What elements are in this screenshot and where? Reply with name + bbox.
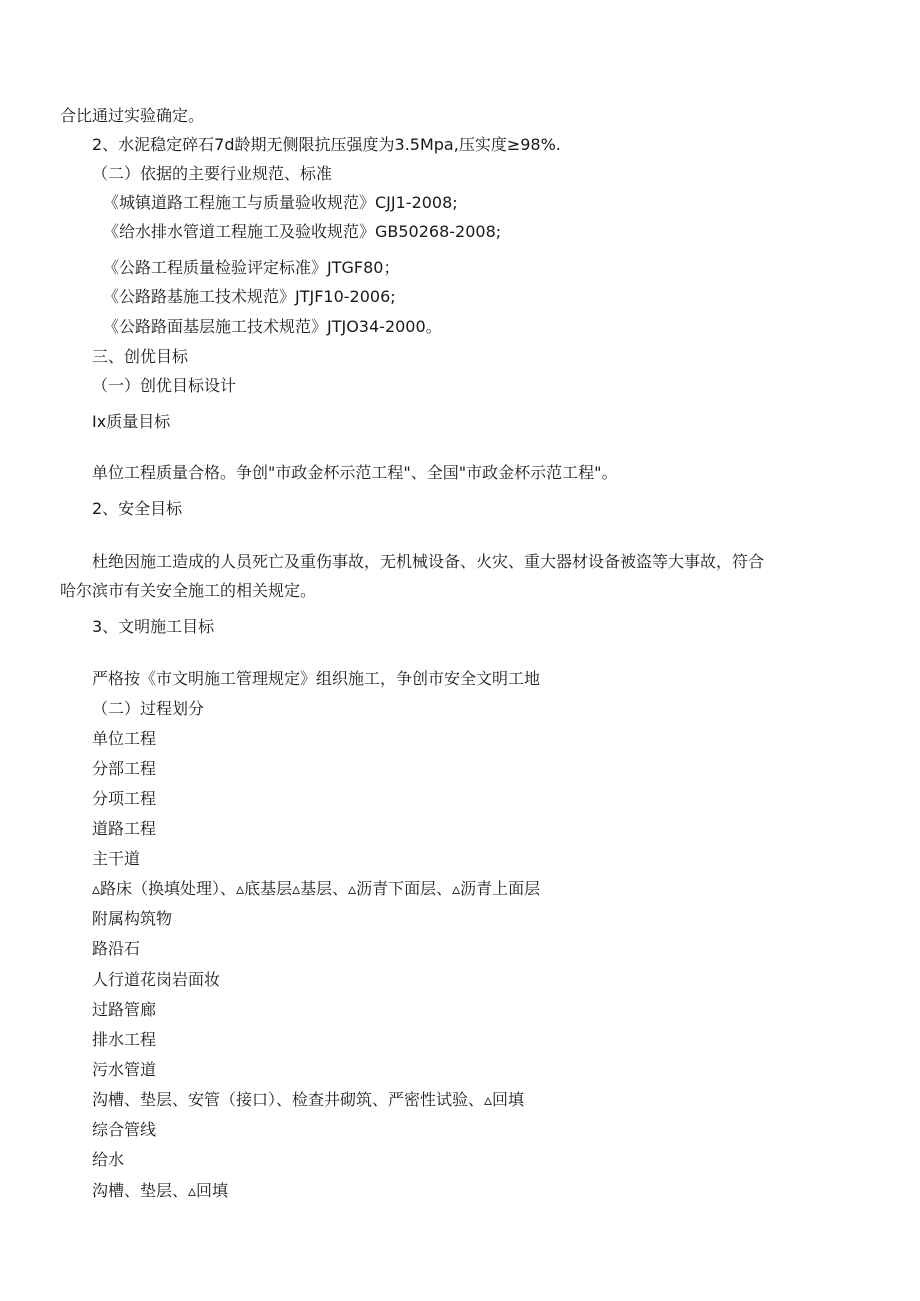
list-item: 污水管道 (92, 1060, 157, 1079)
list-item: 人行道花岗岩面妆 (92, 970, 221, 989)
standard-reference: 《公路路基施工技术规范》JTJF10-2006; (103, 287, 396, 306)
paragraph-line: 严格按《市文明施工管理规定》组织施工，争创市安全文明工地 (92, 669, 541, 688)
section-heading: （二）依据的主要行业规范、标准 (92, 164, 333, 183)
standard-reference: 《城镇道路工程施工与质量验收规范》CJJ1-2008; (103, 193, 458, 212)
item-heading: 2、安全目标 (92, 499, 183, 518)
item-heading: Ix质量目标 (92, 412, 171, 431)
paragraph-line: 单位工程质量合格。争创"市政金杯示范工程"、全国"市政金杯示范工程"。 (92, 463, 618, 482)
list-item: 沟槽、垫层、安管（接口）、检查井砌筑、严密性试验、▵回填 (92, 1090, 525, 1109)
section-heading: 三、创优目标 (92, 347, 189, 366)
standard-reference: 《公路工程质量检验评定标准》JTGF80； (103, 258, 400, 277)
subsection-heading: （一）创优目标设计 (92, 376, 237, 395)
list-item: 过路管廊 (92, 1000, 157, 1019)
text-line: 合比通过实验确定。 (60, 106, 205, 125)
paragraph-line: 哈尔滨市有关安全施工的相关规定。 (60, 581, 317, 600)
list-item: 单位工程 (92, 729, 157, 748)
list-item: 附属构筑物 (92, 909, 173, 928)
list-item: 排水工程 (92, 1030, 157, 1049)
text-line: 2、水泥稳定碎石7d龄期无侧限抗压强度为3.5Mpa,压实度≥98%. (92, 135, 561, 154)
list-item: 路沿石 (92, 939, 141, 958)
subsection-heading: （二）过程划分 (92, 699, 205, 718)
paragraph-line: 杜绝因施工造成的人员死亡及重伤事故，无机械设备、火灾、重大器材设备被盗等大事故，符合 (92, 552, 765, 571)
list-item: 综合管线 (92, 1120, 157, 1139)
list-item: 主干道 (92, 849, 141, 868)
list-item: 分项工程 (92, 789, 157, 808)
list-item: 分部工程 (92, 759, 157, 778)
standard-reference: 《公路路面基层施工技术规范》JTJO34-2000。 (103, 317, 442, 336)
list-item: ▵路床（换填处理）、▵底基层▵基层、▵沥青下面层、▵沥青上面层 (92, 879, 541, 898)
list-item: 给水 (92, 1150, 125, 1169)
list-item: 沟槽、垫层、▵回填 (92, 1181, 229, 1200)
list-item: 道路工程 (92, 819, 157, 838)
standard-reference: 《给水排水管道工程施工及验收规范》GB50268-2008; (103, 222, 502, 241)
item-heading: 3、文明施工目标 (92, 617, 215, 636)
